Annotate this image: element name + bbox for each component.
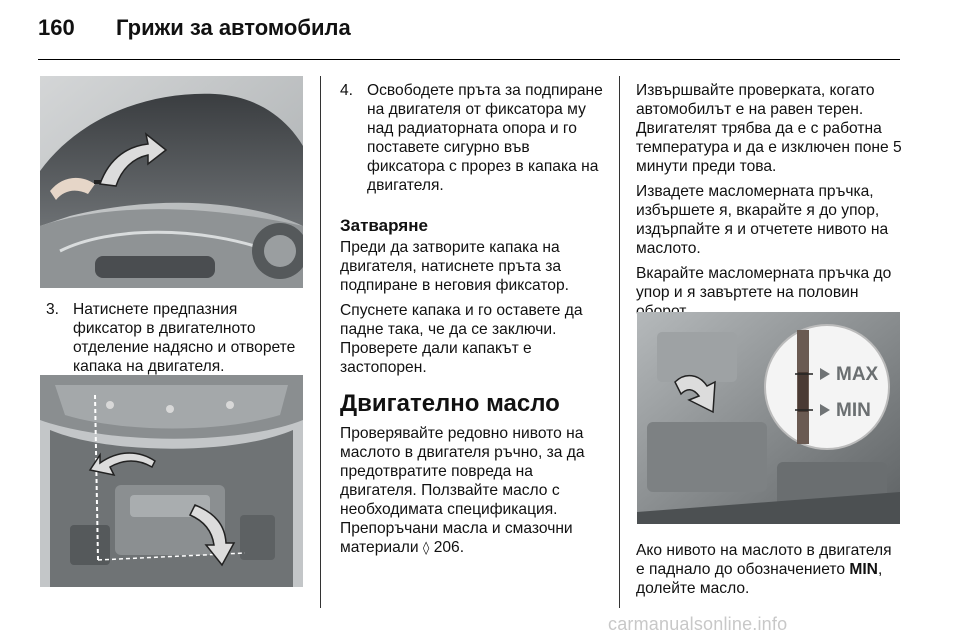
column-divider-2 (619, 76, 620, 608)
page-reference-link[interactable]: 206. (433, 539, 465, 556)
engine-oil-paragraph (340, 424, 606, 558)
oil-check-paragraph-2: Извадете масломерната пръчка, избършете я, вкарайте я до упор, издърпайте я и отчетете нивото на маслото. (636, 183, 889, 257)
engine-oil-text: Проверявайте редовно нивото на маслото в двигателя ръчно, за да предотвратите повреда на двигателя. Ползвайте масло с необходимата спецификация. Препоръчани масла и смазочни материали (340, 425, 585, 556)
oil-check-paragraph-3: Вкарайте масломерната пръчка до упор и я завъртете на половин (636, 265, 892, 301)
closing-paragraph-1: Преди да затворите капака на двигателя, натиснете пръта за подпиране в неговия фиксатор. (340, 239, 569, 294)
hood-release-figure (40, 76, 303, 288)
step-4 (340, 81, 606, 195)
step-4-number: 4. (340, 82, 354, 99)
low-oil-text: Ако нивото на маслото в двигателя е паднало до обозначението (636, 542, 892, 578)
step-4-text: Освободете пръта за подпиране на двигателя от фиксатора му над радиаторната опора и го поставете сигурно във фиксатора с прорез в капака на двигателя. (367, 82, 603, 194)
closing-heading: Затваряне (340, 216, 428, 235)
step-3-text: Натиснете предпазния фиксатор в двигателното отделение надясно и отворете капака на двигателя. (73, 301, 296, 375)
step-3 (46, 300, 306, 376)
low-oil-note (636, 541, 904, 604)
closing-paragraph-2: Спуснете капака и го оставете да падне така, че да се заключи. Проверете дали капакът е застопорен. (340, 302, 583, 376)
closing-section (340, 216, 606, 383)
header-rule (38, 59, 900, 60)
chapter-title: Грижи за автомобила (116, 15, 351, 40)
dipstick-min-label: MIN (836, 400, 871, 421)
page-number: 160 (38, 15, 75, 40)
low-oil-paragraph (636, 541, 904, 598)
engine-oil-section (340, 390, 606, 564)
min-mark-label: MIN (849, 561, 878, 578)
step-3-number: 3. (46, 301, 60, 318)
hood-release-illustration (40, 76, 303, 288)
engine-oil-heading: Двигателно масло (340, 390, 560, 417)
dipstick-max-label: MAX (836, 364, 879, 385)
page-reference-icon: ◊ (422, 541, 430, 556)
column-divider-1 (320, 76, 321, 608)
dipstick-figure (637, 312, 900, 524)
watermark: carmanualsonline.info (608, 614, 788, 634)
oil-check-instructions (636, 81, 904, 327)
oil-check-paragraph-1: Извършвайте проверката, когато автомобилът е на равен терен. Двигателят трябва да е с работна температура и да е изключен поне 5 минути преди това. (636, 82, 902, 175)
open-hood-illustration (40, 375, 303, 587)
low-oil-text-end: , долейте масло. (636, 561, 883, 597)
open-hood-figure (40, 375, 303, 587)
